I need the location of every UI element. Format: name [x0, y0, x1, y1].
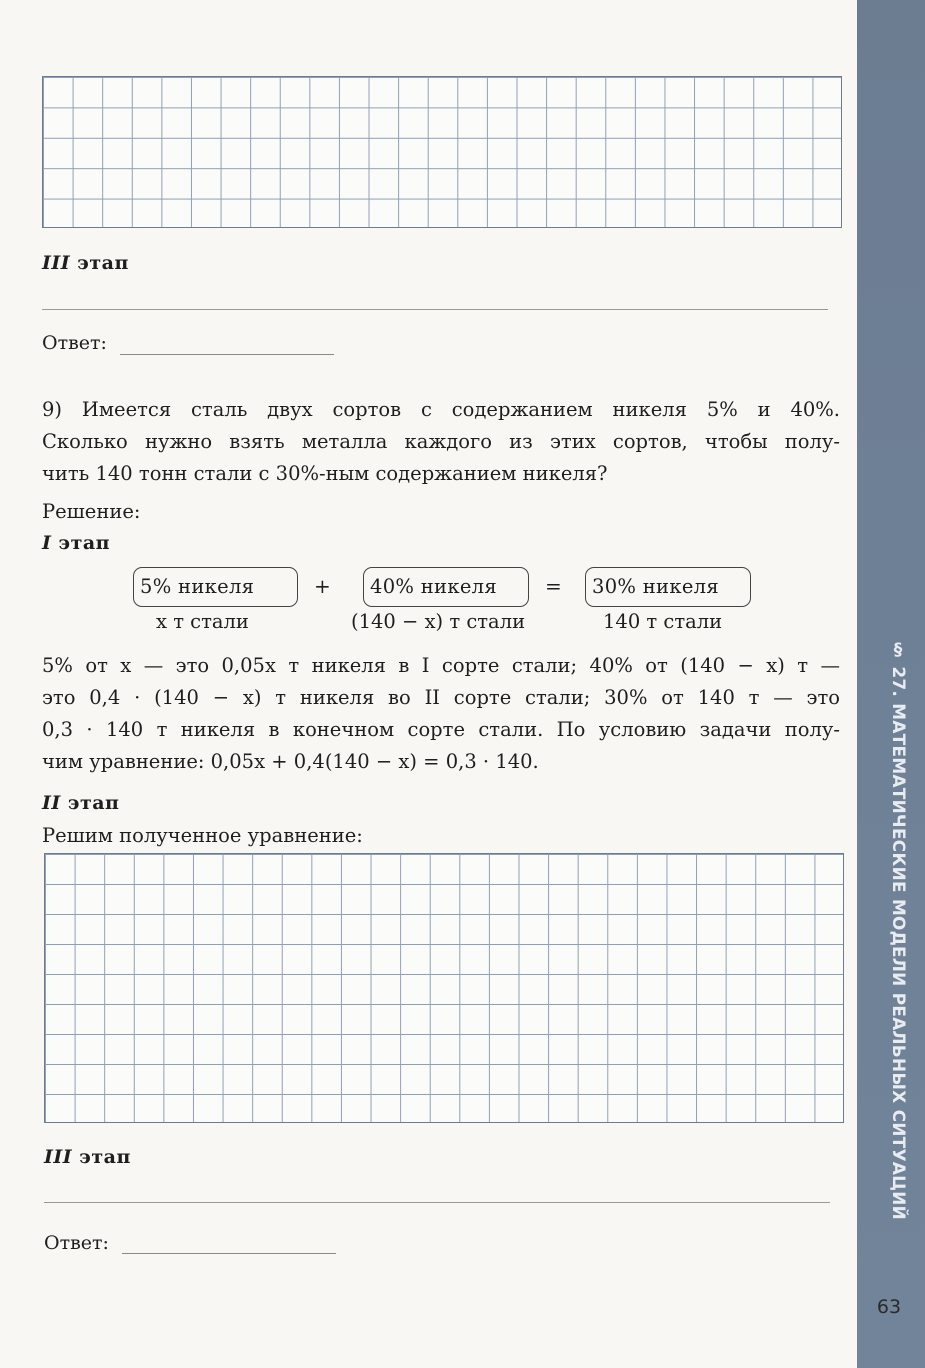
answer-label-top: Ответ:: [42, 332, 107, 354]
equals-sign: =: [545, 574, 562, 598]
box-30-percent: 30% никеля: [585, 567, 751, 607]
box-30-percent-sub: 140 т стали: [603, 610, 723, 633]
problem-9-text: 9) Имеется сталь двух сортов с содержанием никеля 5% и 40%. Сколько нужно взять металла каждого из этих сортов, чтобы полу- чить 140 тонн стали с 30%-ным содержанием никеля?: [42, 398, 840, 485]
stage-1-heading: I этап: [42, 532, 111, 554]
solve-instruction: Решим полученное уравнение:: [42, 824, 363, 847]
stage-3-line-top[interactable]: [42, 309, 828, 310]
chapter-title: § 27. МАТЕМАТИЧЕСКИЕ МОДЕЛИ РЕАЛЬНЫХ СИТУАЦИЙ: [888, 640, 908, 1220]
answer-grid-bottom: [44, 853, 844, 1123]
page-number: 63: [876, 1296, 902, 1318]
stage-2-heading: II этап: [42, 792, 120, 814]
box-40-percent-sub: (140 − x) т стали: [351, 610, 526, 633]
stage-3-heading-top: III этап: [42, 252, 129, 274]
solution-label: Решение:: [42, 500, 141, 523]
box-40-percent: 40% никеля: [363, 567, 529, 607]
box-5-percent-sub: x т стали: [156, 610, 249, 633]
stage-3-line-bottom[interactable]: [44, 1202, 830, 1203]
box-5-percent: 5% никеля: [133, 567, 298, 607]
answer-label-bottom: Ответ:: [44, 1232, 109, 1254]
explanation-text: 5% от x — это 0,05x т никеля в I сорте стали; 40% от (140 − x) т — это 0,4 · (140 − x) т никеля во II сорте стали; 30% от 140 т — это 0,3 · 140 т никеля в конечном сорте стали. По условию задачи полу- чим уравнение: 0,05x + 0,4(140 − x) = 0,3 · 140.: [42, 654, 840, 773]
plus-sign: +: [314, 574, 331, 598]
answer-field-bottom[interactable]: [122, 1253, 336, 1254]
answer-grid-top: [42, 76, 842, 228]
answer-field-top[interactable]: [120, 354, 334, 355]
stage-3-heading-bottom: III этап: [44, 1146, 131, 1168]
